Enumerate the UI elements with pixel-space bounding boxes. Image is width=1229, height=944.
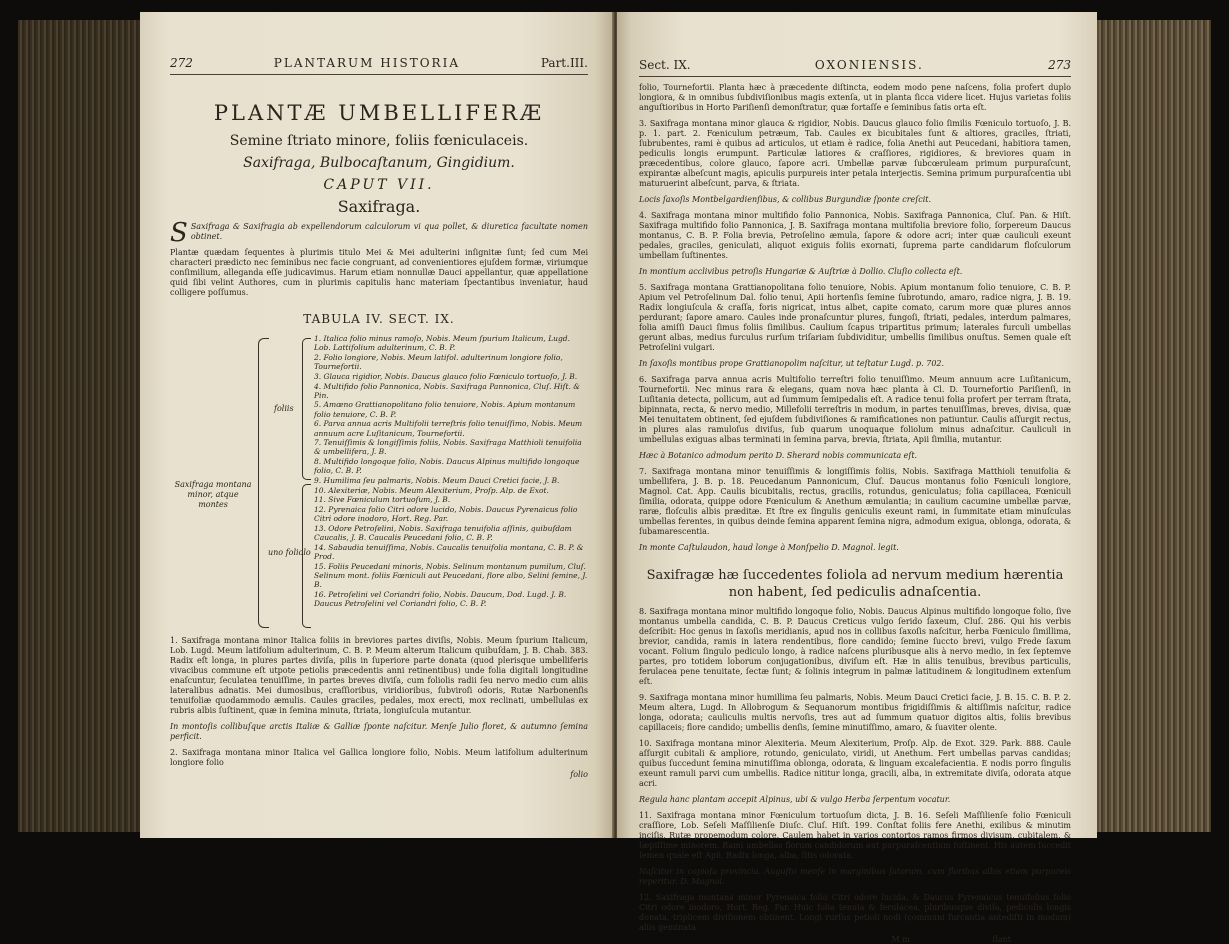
- description-6: 6. Saxifraga parva annua acris Multifolio terreſtri folio tenuiſſimo. Meum annuum acre Luſitanicum, Tournefortii. Nec minus rara & elegans, quam nova hæc planta à Cl. D. Tournefortio Pariſienſi, in Luſitania detecta, pollicum, aut ad ſummum ſemipedalis eſt. A radice tenui folia profert per terram ſtrata, bipinnata, recta, & nervo medio, Millefolii terreſtris in modum, in partes tenuiſſimas, breves, divisa, quæ Mei tenuitatem obtinent, ſed ejuſdem ſubdiviſiones & ramificationes non patiuntur. Caulis aſſurgit rectus, in plures alas ramuloſus diviſus, ſub quarum unoquaque foliolum minus adnaſcitur. Cauliculi in umbellulas exiguas albas terminati in ſemina parva, brevia, ſtriata, Apii ſimilia, mutantur.: [639, 375, 1071, 444]
- right-page-edges: [1097, 20, 1211, 832]
- species-entry: 1. Italica folio minus ramoſo, Nobis. Meum ſpurium Italicum, Lugd. Lob. Lattifolium adulterinum, C. B. P.: [314, 334, 570, 353]
- intro-paragraph: Plantæ quædam ſequentes à plurimis titulo Mei & Mei adulterini inſignitæ ſunt; ſed cum Mei characteri prædicto nec ſeminibus nec facie congruant, ad convenientiores ejuſdem formæ, viriumque conſimilium, alleganda eſſe judicavimus. Harum etiam nonnullæ Dauci appellantur, quæ appellatione quid ſibi velint Authores, cum in plurimis capitulis hanc materiam ſpectantibus inveniatur, haud colligere poſſumus.: [170, 248, 588, 297]
- habitat-1: In montoſis collibuſque arctis Italiæ & Galliæ ſponte naſcitur. Menſe Julio floret, & autumno ſemina perficit.: [170, 722, 588, 741]
- description-5: 5. Saxifraga montana Grattianopolitana folio tenuiore, Nobis. Apium montanum folio tenuiore, C. B. P. Apium vel Petroſelinum Dal. folio tenui, Apii hortenſis ſemine ſubrotundo, amaro, radice nigra, J. B. 19. Radix longiuſcula & craſſa, foris nigricat, intus albet, capite comato, carum more quæ plures annos perdurant; ſapore amaro. Caules inde pronaſcuntur plures, fungoſi, ſtriati, pedales, interdum palmares, folia amiſſi Dauci ſimus foliis ſimilibus. Caulium ſcapus tripartitus primum; laterales furculi umbellas gerunt albas, medius furculus rurſum triſariam ſubdividitur, umbellis ſimilibus onuſtus. Semen quale eſt Petroſelini vulgari.: [639, 283, 1071, 352]
- right-running-head: [639, 58, 1071, 77]
- species-entry: 10. Alexiteriæ, Nobis. Meum Alexiterium, Proſp. Alp. de Exot.: [314, 485, 549, 495]
- group1-brace: [302, 338, 311, 480]
- subtitle: Semine ſtriato minore, foliis fœniculaceis.: [229, 133, 529, 149]
- species-entry: 12. Pyrenaica folio Citri odore lucido, Nobis. Daucus Pyrenaicus folio Citri odore inodoro, Hort. Reg. Par.: [314, 505, 578, 524]
- description-7: 7. Saxifraga montana minor tenuiſſimis & longiſſimis foliis, Nobis. Saxifraga Matthioli tenuifolia & umbellifera, J. B. p. 18. Peucedanum Pannonicum, Cluſ. Daucus montanus folio Fœniculi longiore, Magnol. Cat. App. Caulis bicubitalis, rectus, gracilis, rotundus, geniculatus; folia capillacea, Fœniculi ſimilia, odorata, quippe odore Fœniculum & Anethum æmulantia; in caulium cacumine umbellæ parvæ, raræ, floſculis albis præditæ. Et ſtre ex ſingulis geniculis exeunt rami, in ſummitate etiam minuſculas umbellas ferentes, in quibus deinde ſemina apparent ſemina nigra, admodum exigua, oblonga, odorata, & ſubamarescentia.: [639, 467, 1071, 536]
- description-2: 2. Saxifraga montana minor Italica vel Gallica longiore folio, Nobis. Meum latifolium adulterinum longiore folio: [170, 748, 588, 767]
- description-10: 10. Saxifraga montana minor Alexiteria. Meum Alexiterium, Proſp. Alp. de Exot. 329. Park. 888. Caule aſſurgit cubitali & ampliore, rotundo, geniculato, viridi, ut Anethum. Fert umbellas parvas candidas; quibus ſuccedunt ſemina minutiſſima oblonga, odorata, & linguam excalefacientia. E nodis porro ſingulis exeunt ramuli parvi cum umbellis. Radice nititur longa, gracili, alba, in extremitate diviſa, odorata atque acri.: [639, 739, 1071, 788]
- signature-mark: [639, 935, 1071, 944]
- description-1: 1. Saxifraga montana minor Italica foliis in breviores partes diviſis, Nobis. Meum ſpurium Italicum, Lob. Lugd. Meum latifolium adulterinum, C. B. P. Meum alterum Italicum quibuſdam, J. B. Chab. 383. Radix eſt longa, in plures partes diviſa, pilis in ſuperiore parte donata (quod plerisque umbelliferis vivacibus commune eſt utpote petiolis præcedentis anni retinentibus) unde folia digitali longitudine enaſcuntur, ſeculatea tenuiſſime, in partes breves diviſa, cum foliolis radii ſeu nervo medio cum aliis lateralibus adnatis. Mei dumosibus, craſſioribus, viridioribus, ſubviroſi odoris, Rutæ Narbonenſis tenuifoliæ quodammodo æmulis. Caules graciles, pedales, mox erecti, mox reclinati, umbellulas ex rubris albis ſuſtinent, quæ in ſemina minuta, ſtriata, longiuſcula mutantur.: [170, 636, 588, 715]
- description-3: 3. Saxifraga montana minor glauca & rigidior, Nobis. Daucus glauco folio ſimilis Fœniculo tortuoſo, J. B. p. 1. part. 2. Fœniculum petræum, Tab. Caules ex bicubitales ſunt & altiores, graciles, ſtriati, ſubrubentes, rami è quibus ad articulos, ut etiam è radice, folia Anethi aut Peucedani, habitiora tamen, pediculis longis erumpunt. Particulæ latiores & craſſiores, rigidiores, & breviores quam in præcedentibus, colore glauco, ſapore acri. Umbellæ parvæ ſubcœruleam primum purpuraſcunt, expirantæ albeſcunt magis, apiculis purpureis inter petala interjectis. Semina primum purpuraſcentia ubi maturuerint albeſcunt, parva, & ſtriata.: [639, 119, 1071, 188]
- habitat-11: Naſcitur in copioſa provincia. Auguſto menſe in marginibus ſatorum, cum floribus albis etiam purpureis reperitur. D. Magnol.: [639, 867, 1071, 886]
- species-entry: 9. Humilima ſeu palmaris, Nobis. Meum Dauci Cretici facie, J. B.: [314, 476, 560, 486]
- species-entry: 3. Glauca rigidior, Nobis. Daucus glauco folio Fœniculo tortuoſo, J. B.: [314, 371, 578, 381]
- page-number-right: 273: [1048, 58, 1071, 72]
- species-entry: 11. Sive Fœniculum tortuoſum, J. B.: [314, 495, 451, 505]
- species-entry: 4. Multifido folio Pannonica, Nobis. Saxifraga Pannonica, Cluſ. Hiſt. & Pin.: [314, 381, 580, 400]
- group2-brace: [302, 484, 311, 628]
- species-entry: 5. Amœno Grattianopolitano folio tenuiore, Nobis. Apium montanum folio tenuiore, C. B. P.: [314, 400, 576, 419]
- species-entry: 7. Tenuiſſimis & longiſſimis foliis, Nobis. Saxifraga Matthioli tenuifolia & umbellifera, J. B.: [314, 438, 582, 457]
- chapter-title: Saxifraga.: [337, 197, 421, 216]
- species-entry: 13. Odore Petroſelini, Nobis. Saxifraga tenuifolia aſſinis, quibuſdam Caucalis, J. B. Caucalis Peucedani folio, C. B. P.: [314, 524, 572, 543]
- description-4: 4. Saxifraga montana minor multifido folio Pannonica, Nobis. Saxifraga Pannonica, Cluſ. Pan. & Hiſt. Saxifraga multifido folio Pannonica, J. B. Saxifraga montana multifolia breviore folio, ſorpereum Daucus montanus, C. B. P. Folia brevia, Petroſelino æmula, ſapore & odore acri; inter quæ cauliculi exeunt pedales, graciles, geniculati, aliquot exiguis foliis exornati, ſuprema parte candidarum floſculorum umbellam ſuſtinentes.: [639, 211, 1071, 260]
- species-entry: 15. Foliis Peucedani minoris, Nobis. Selinum montanum pumilum, Cluſ. Selinum mont. foliis Fœniculi aut Peucedani, flore albo, Selini ſemine, J. B.: [314, 561, 588, 590]
- section-heading: Saxifragæ hæ ſuccedentes foliola ad nervum medium hærentia non habent, ſed pediculis adnaſcentia.: [646, 568, 1064, 600]
- catchword-right: ſlant: [992, 935, 1011, 944]
- caput-label: CAPUT VII.: [323, 177, 435, 193]
- species-entry: 14. Sabaudia tenuiſſima, Nobis. Caucalis tenuifolia montana, C. B. P. & Prod.: [314, 542, 584, 562]
- habitat-3: Locis ſaxoſis Montbelgardienſibus, & collibus Burgundiæ ſponte creſcit.: [639, 195, 932, 204]
- etymology-text: Saxifraga & Saxifragia ab expellendorum calculorum vi qua pollet, & diuretica facultate nomen obtinet.: [190, 222, 588, 241]
- left-running-head: [170, 56, 588, 75]
- description-12: 12. Saxifraga montana minor Pyrenaica folio Citri odore lucida, & Daucus Pyrenaicus tenuifolius folio Citri odore inodoro, Hort. Reg. Par. Huic folia tenuia & ferulacea, pluribusque diviſa, pediculis longis donata, triplicem diviſionem obtinent. Longi rurſus petioli nodi (communi furcantia antediſti in modum) aliis geminata: [639, 893, 1071, 932]
- genus-label: Saxifraga montana minor, atque montes: [174, 480, 252, 509]
- group-label-foliis: foliis: [274, 404, 294, 413]
- habitat-6: Hæc à Botanico admodum perito D. Sherard nobis communicata eſt.: [639, 451, 918, 460]
- running-title-right: OXONIENSIS.: [814, 58, 924, 72]
- tabula-heading: TABULA IV. SECT. IX.: [303, 312, 455, 326]
- etymology-paragraph: [170, 218, 588, 248]
- species-entry: 6. Parva annua acris Multifolii terreſtris folio tenuiſſimo, Nobis. Meum annuum acre Luſitanicum, Tournefortii.: [314, 419, 583, 438]
- habitat-5: In ſaxoſis montibus prope Grattianopolim naſcitur, ut teſtatur Lugd. p. 702.: [639, 359, 945, 368]
- habitat-4: In montium acclivibus petroſis Hungariæ & Auſtriæ à Dollio. Cluſio collecta eſt.: [639, 267, 963, 276]
- italic-subtitle: Saxifraga, Bulbocaſtanum, Gingidium.: [243, 155, 515, 171]
- description-2-cont: folio, Tournefortii. Planta hæc à præcedente diſtincta, eodem modo pene naſcens, folia profert duplo longiora, & in omnibus ſubdiviſionibus magis extenſa, ut in planta ſicca videre licet. Hujus varietas foliis anguſtioribus in Horto Pariſienſi demonſtratur, quæ fortaſſe e ſeminibus ſatis orta eſt.: [639, 83, 1071, 112]
- description-8: 8. Saxifraga montana minor multifido longoque folio, Nobis. Daucus Alpinus multifido longoque folio, ſive montanus umbella candida, C. B. P. Daucus Creticus vulgo ſerido ſaxeum, Cluſ. 286. Qui his verbis deſcribit: Hoc genus in ſaxoſis meridianis, apud nos in collibus ſaxoſis naſcitur, herba Fœniculo ſimillima, brevior, candida, ramis in latera rendentibus, flore candido; ſemine ſuccto brevi, vulgo Frede ſaxum vocant. Folium ſingulo pediculo longo, à radice naſcens pluribusque alis à nervo medio, in ſex ſeptemve partes, pro totidem loborum conjugationibus, diviſum eſt. Hæ in aliis tenuibus, brevibus particulis, ferulacea pene tenuitate, ſectæ ſunt; & ſolinis integrum in palmæ latitudinem & longitudinem extenſum eſt.: [639, 607, 1071, 686]
- habitat-7: In monte Caſtulaudon, haud longe à Monſpelio D. Magnol. legit.: [639, 543, 899, 552]
- species-entry: 16. Petroſelini vel Coriandri folio, Nobis. Daucum, Dod. Lugd. J. B. Daucus Petroſelini vel Coriandri folio, C. B. P.: [314, 589, 567, 609]
- page-number-left: 272: [170, 56, 193, 70]
- drop-cap: S: [170, 218, 188, 248]
- signature-text: M m: [891, 935, 910, 944]
- species-entry: 2. Folio longiore, Nobis. Meum latifol. adulterinum longiore folio, Tournefortii.: [314, 352, 563, 372]
- species-entry: 8. Multifido longoque folio, Nobis. Daucus Alpinus multifido longoque folio, C. B. P.: [314, 457, 580, 476]
- right-page: [617, 12, 1097, 944]
- group-label-uno-foliolo: uno foliolo: [268, 548, 311, 557]
- left-page-edges: [18, 20, 140, 832]
- left-page: [140, 12, 614, 838]
- species-list: [314, 334, 588, 609]
- catchword-left: folio: [570, 770, 588, 779]
- main-brace: [258, 338, 269, 628]
- section-label: Sect. IX.: [639, 58, 691, 72]
- running-title-left: PLANTARUM HISTORIA: [273, 56, 460, 70]
- description-9: 9. Saxifraga montana minor humillima ſeu palmaris, Nobis. Meum Dauci Cretici facie, J. B. 15. C. B. P. 2. Meum altera, Lugd. In Allobrogum & Sequanorum montibus frigidiſſimis & altiſſimis naſcitur, radice longa, odorata; cauliculis multis nervoſis, tres aut ad ſummum quatuor digitos altis, foliis brevibus capillaceis; flore candido; umbellis denſis, ſemine minutiſſimo, amaro, & ſuaviter olente.: [639, 693, 1071, 732]
- section-title: PLANTÆ UMBELLIFERÆ: [213, 101, 545, 125]
- description-11: 11. Saxifraga montana minor Fœniculum tortuoſum dicta, J. B. 16. Seſeli Maſſilienſe folio Fœniculi craſſiore, Lob. Seſeli Maſſilienſe Diuſc. Cluſ. Hiſt. 199. Conſtat foliis fere Anethi, exilibus & minutim inciſis, Rutæ propemodum colore. Caulem habet in varios contortos ramos firmos divisum, cubitalem, & ſæpiſſime minorem. Rami umbellas florum candidorum aut purpuraſcentium ſuſtinent. His autem ſuccedit ſemen quale eſt Apii. Radix longa, alba, ſitis odorata.: [639, 811, 1071, 860]
- habitat-10: Regula hanc plantam accepit Alpinus, ubi & vulgo Herba ſerpentum vocatur.: [639, 795, 951, 804]
- classification-table: [170, 334, 588, 630]
- part-label: Part.III.: [540, 56, 588, 70]
